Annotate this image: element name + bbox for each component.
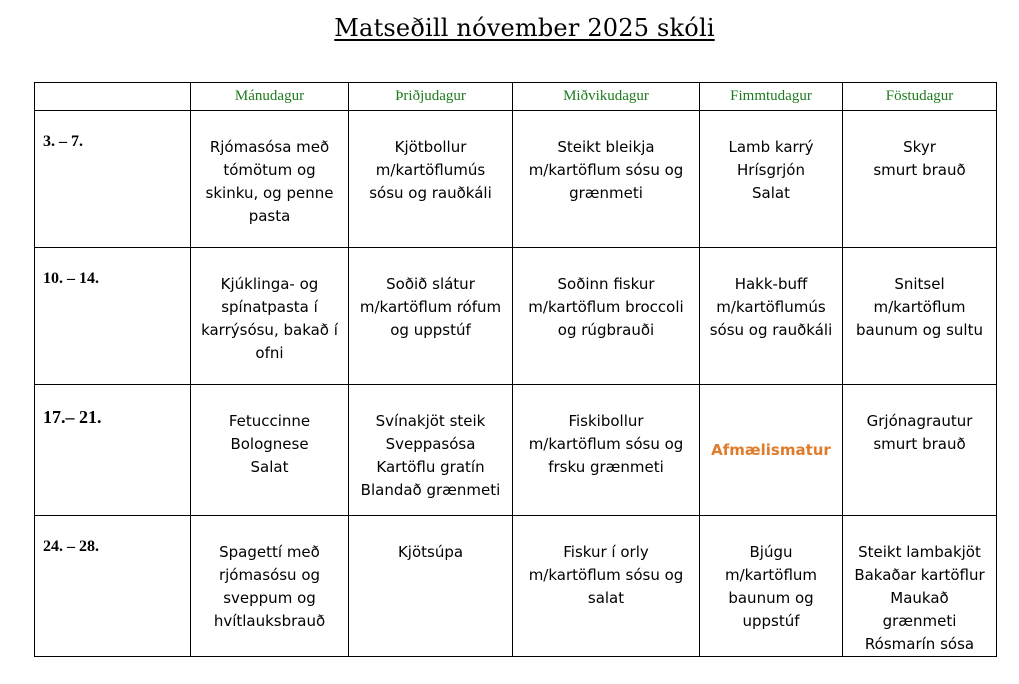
meal-line: Fetuccinne (228, 412, 311, 430)
meal-line: Hakk-buff (734, 275, 808, 293)
corner-cell (35, 83, 191, 111)
meal-line: karrýsósu, bakað í (201, 321, 338, 339)
meal-line: uppstúf (742, 612, 800, 630)
meal-cell-thursday (700, 111, 843, 248)
day-header-friday: Föstudagur (843, 83, 997, 111)
day-header-thursday: Fimmtudagur (700, 83, 843, 111)
meal-line: m/kartöflum (724, 566, 818, 584)
meal-line: Kjötbollur (394, 138, 467, 156)
meal-line: m/kartöflum sósu og (528, 161, 684, 179)
meal-line: Svínakjöt steik (375, 412, 486, 430)
meal-line: smurt brauð (873, 161, 966, 179)
meal-line: Skyr (903, 138, 936, 156)
meal-cell-tuesday (349, 516, 513, 657)
meal-line: m/kartöflum (873, 298, 966, 316)
meal-line: ofni (255, 344, 284, 362)
special-meal-text: Afmælismatur (711, 440, 831, 459)
week-row (35, 248, 997, 385)
meal-line: pasta (248, 207, 291, 225)
meal-line: Snitsel (894, 275, 945, 293)
meal-line: salat (587, 589, 625, 607)
meal-line: m/kartöflum broccoli (528, 298, 684, 316)
meal-line: og rúgbrauði (557, 321, 655, 339)
meal-line: spínatpasta í (221, 298, 318, 316)
meal-line: Soðið slátur (386, 275, 475, 293)
meal-cell-thursday (700, 248, 843, 385)
meal-cell-wednesday (513, 111, 700, 248)
meal-line: Rjómasósa með (209, 138, 330, 156)
meal-line: Fiskur í orly (563, 543, 649, 561)
meal-line: sósu og rauðkáli (369, 184, 492, 202)
meal-line: Steikt lambakjöt (858, 543, 981, 561)
meal-line: m/kartöflum sósu og (528, 566, 684, 584)
meal-line: grænmeti (569, 184, 643, 202)
meal-line: m/kartöflumús (375, 161, 486, 179)
meal-line: rjómasósu og (218, 566, 321, 584)
meal-cell-tuesday (349, 111, 513, 248)
meal-line: m/kartöflum rófum (359, 298, 502, 316)
meal-line: Grjónagrautur (866, 412, 973, 430)
week-label: 3. – 7. (35, 111, 191, 248)
meal-line: smurt brauð (873, 435, 966, 453)
meal-line: Bakaðar kartöflur (854, 566, 985, 584)
meal-line: Rósmarín sósa (864, 635, 975, 653)
week-row (35, 385, 997, 516)
meal-cell-monday (191, 516, 349, 657)
meal-line: Kjötsúpa (397, 543, 464, 561)
meal-cell-friday (843, 385, 997, 516)
meal-line: m/kartöflum sósu og (528, 435, 684, 453)
meal-line: Spagettí með (219, 543, 320, 561)
meal-cell-friday (843, 516, 997, 657)
week-label: 10. – 14. (35, 248, 191, 385)
meal-cell-friday (843, 248, 997, 385)
meal-line: tómötum og (223, 161, 316, 179)
week-row (35, 516, 997, 657)
meal-cell-tuesday (349, 385, 513, 516)
meal-line: Fiskibollur (568, 412, 644, 430)
meal-cell-thursday (700, 385, 843, 516)
meal-line: Steikt bleikja (557, 138, 655, 156)
meal-cell-monday (191, 385, 349, 516)
week-label: 24. – 28. (35, 516, 191, 657)
meal-line: Hrísgrjón (737, 161, 805, 179)
meal-line: Bolognese (230, 435, 309, 453)
meal-line: Salat (250, 458, 289, 476)
meal-line: Salat (752, 184, 790, 202)
meal-line: sósu og rauðkáli (709, 321, 833, 339)
meal-line: hvítlauksbrauð (213, 612, 326, 630)
meal-line: og uppstúf (390, 321, 471, 339)
header-row (35, 83, 997, 111)
meal-cell-wednesday (513, 516, 700, 657)
meal-line: Kartöflu gratín (376, 458, 485, 476)
meal-cell-monday (191, 248, 349, 385)
meal-cell-thursday (700, 516, 843, 657)
meal-cell-wednesday (513, 248, 700, 385)
meal-cell-friday (843, 111, 997, 248)
meal-line: Sveppasósa (385, 435, 476, 453)
meal-line: m/kartöflumús (716, 298, 826, 316)
meal-line: baunum og (728, 589, 814, 607)
meal-line: Lamb karrý (728, 138, 814, 156)
meal-cell-tuesday (349, 248, 513, 385)
day-header-monday: Mánudagur (191, 83, 349, 111)
meal-line: Soðinn fiskur (557, 275, 655, 293)
meal-line: skinku, og penne (205, 184, 334, 202)
meal-cell-monday (191, 111, 349, 248)
day-header-tuesday: Þriðjudagur (349, 83, 513, 111)
meal-cell-wednesday (513, 385, 700, 516)
meal-line: baunum og sultu (856, 321, 983, 339)
meal-line: Blandað grænmeti (360, 481, 501, 499)
day-header-wednesday: Miðvikudagur (513, 83, 700, 111)
meal-line: Kjúklinga- og (220, 275, 319, 293)
week-label: 17.– 21. (35, 385, 191, 516)
page-title: Matseðill nóvember 2025 skóli (334, 14, 715, 42)
meal-line: grænmeti (882, 612, 957, 630)
meal-line: sveppum og (223, 589, 316, 607)
week-row (35, 111, 997, 248)
meal-line: Maukað (890, 589, 949, 607)
meal-line: Bjúgu (749, 543, 793, 561)
lunch-menu-table (34, 82, 997, 657)
meal-line: frsku grænmeti (548, 458, 664, 476)
